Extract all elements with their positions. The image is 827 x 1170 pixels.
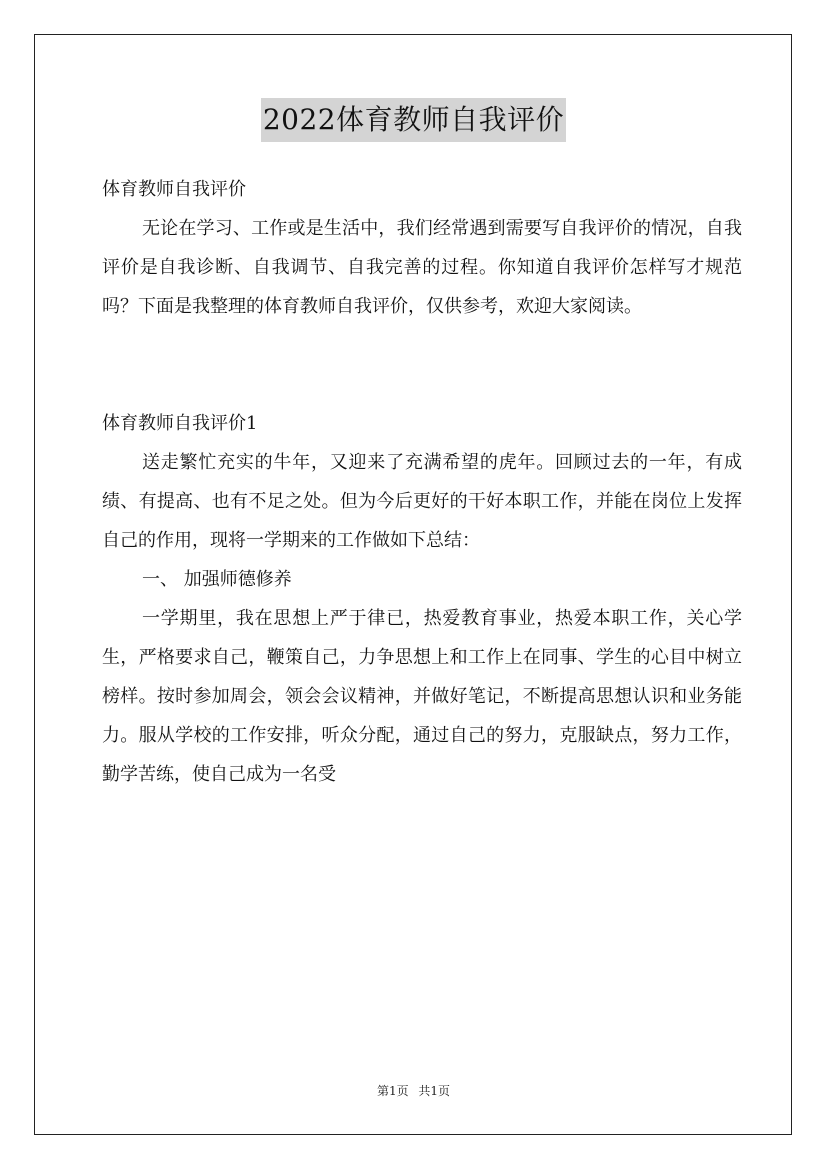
paragraph-gap [102,326,742,365]
section-heading: 体育教师自我评价1 [102,413,258,434]
document-body [102,170,742,794]
intro-paragraph: 无论在学习、工作或是生活中，我们经常遇到需要写自我评价的情况，自我评价是自我诊断、自我调节、自我完善的过程。你知道自我评价怎样写才规范吗？下面是我整理的体育教师自我评价，仅供参考，欢迎大家阅读。 [102,218,742,317]
subsection-heading: 一、 加强师德修养 [142,569,292,590]
title-container [0,98,827,142]
page-number: 第1页 [376,1084,409,1098]
paragraph-gap [102,365,742,404]
subtitle: 体育教师自我评价 [102,179,246,200]
page-footer [0,1082,827,1099]
body-paragraph: 送走繁忙充实的牛年，又迎来了充满希望的虎年。回顾过去的一年，有成绩、有提高、也有不足之处。但为今后更好的干好本职工作，并能在岗位上发挥自己的作用，现将一学期来的工作做如下总结： [102,452,742,551]
body-paragraph: 一学期里，我在思想上严于律已，热爱教育事业，热爱本职工作，关心学生，严格要求自己，鞭策自己，力争思想上和工作上在同事、学生的心目中树立榜样。按时参加周会，领会会议精神，并做好笔记，不断提高思想认识和业务能力。服从学校的工作安排，听众分配，通过自己的努力，克服缺点，努力工作，勤学苦练，使自己成为一名受 [102,608,742,785]
document-title: 2022体育教师自我评价 [261,98,566,142]
page-total: 共1页 [418,1084,451,1098]
